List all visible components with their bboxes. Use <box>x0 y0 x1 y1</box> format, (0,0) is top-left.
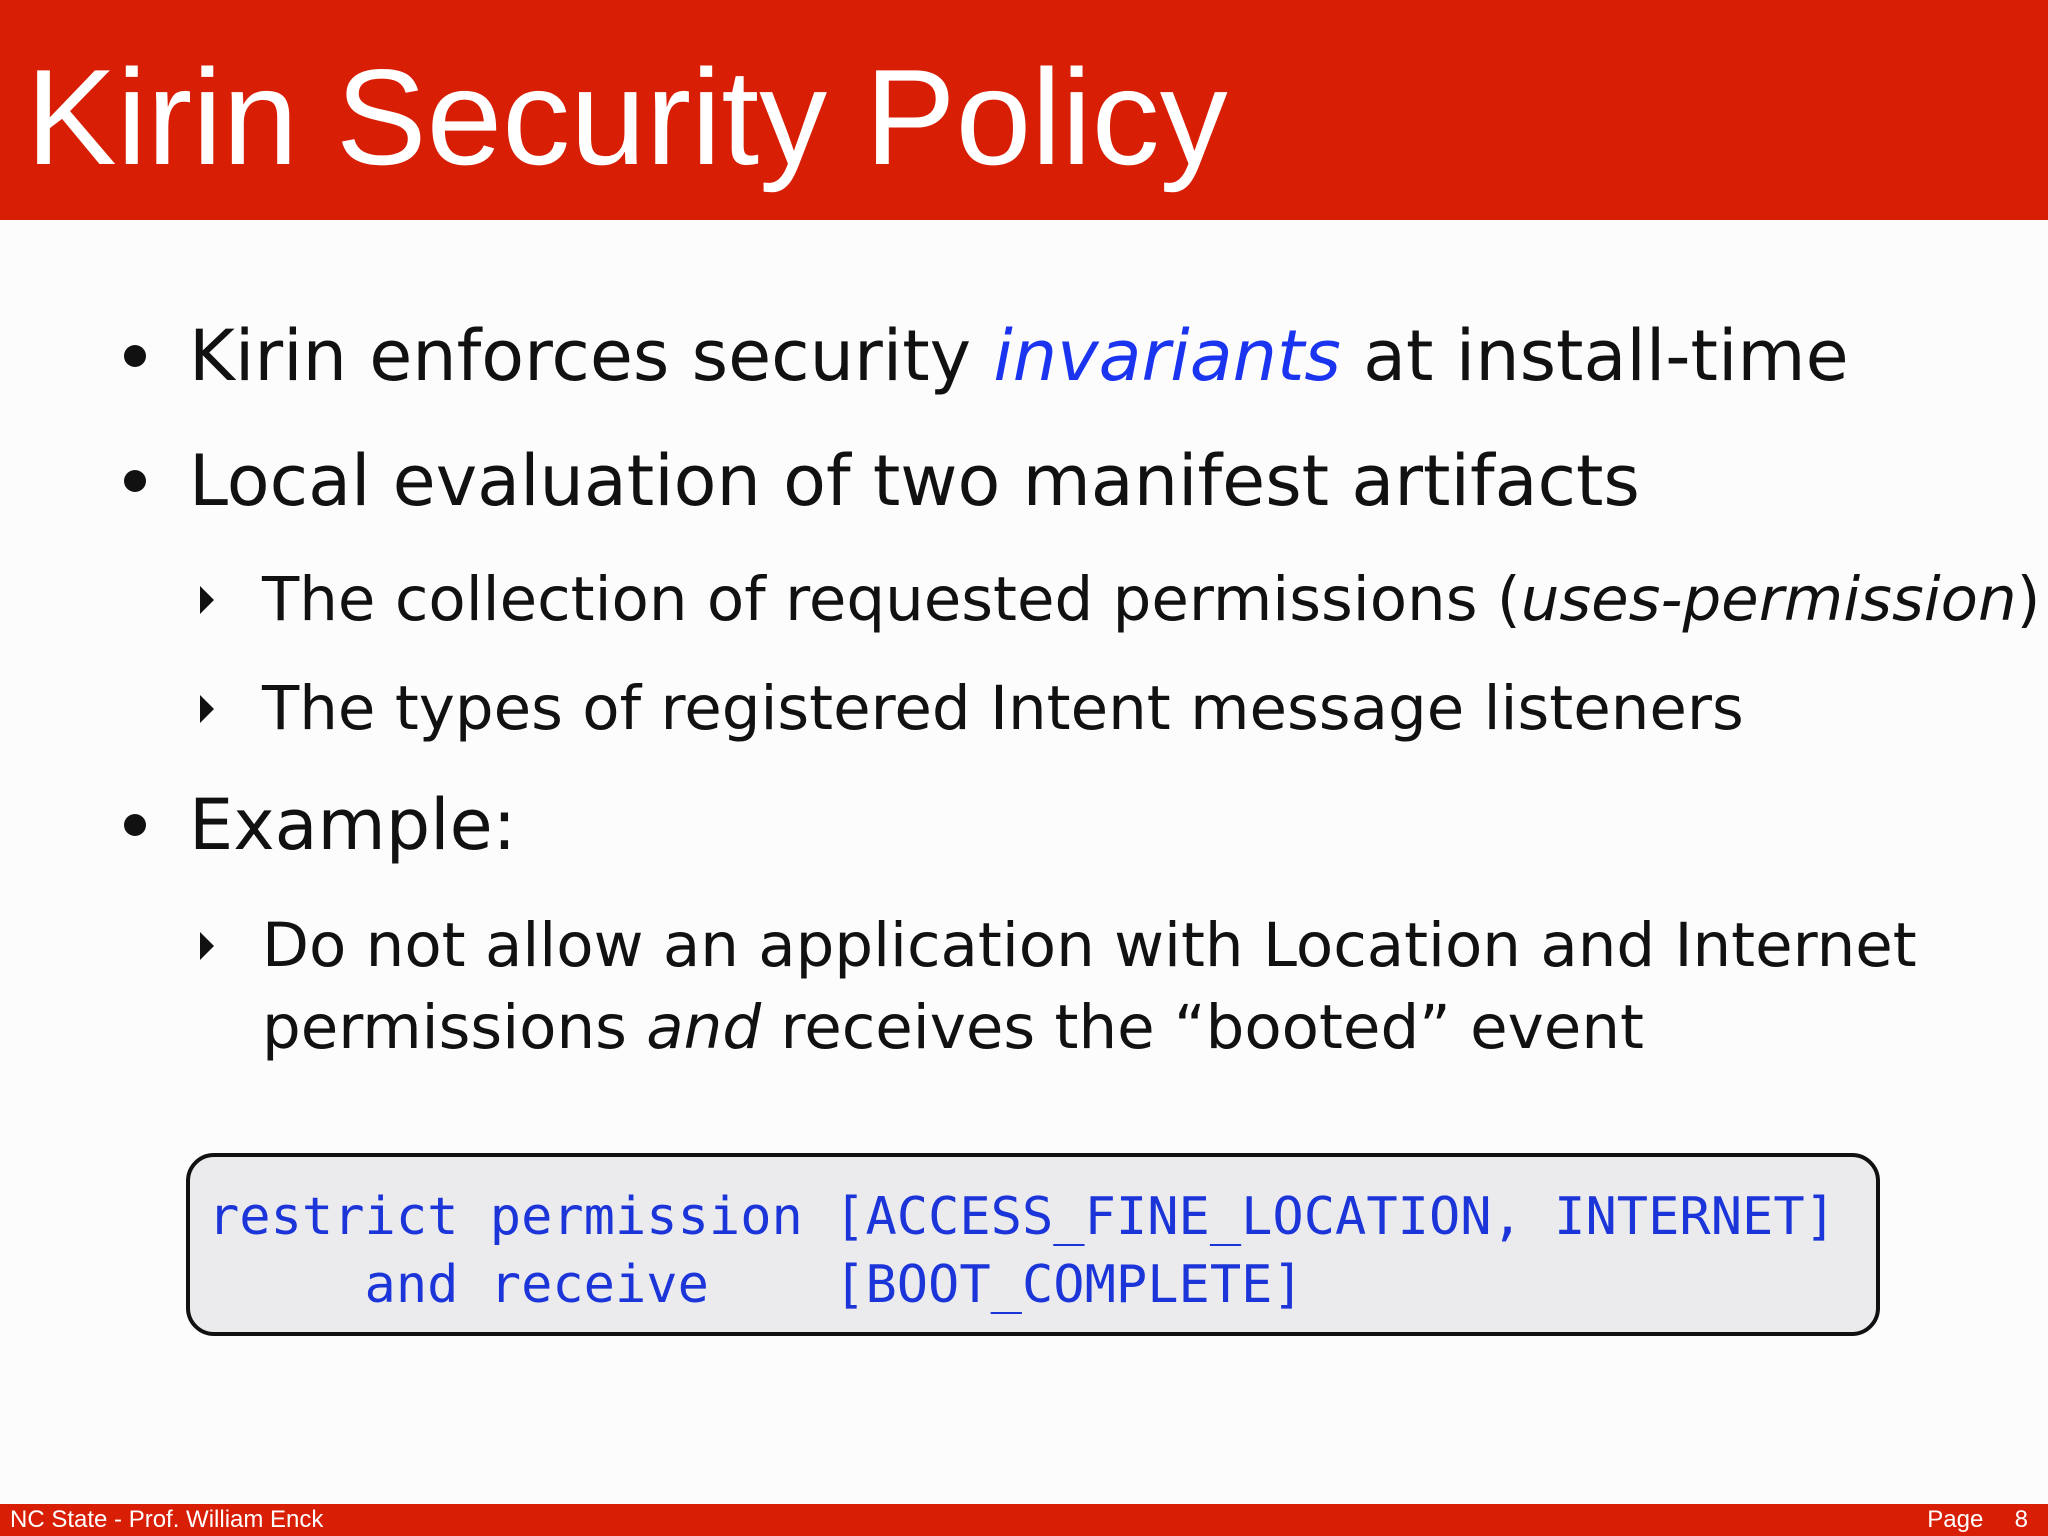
footer-bar <box>0 1504 2048 1536</box>
code-line-1: restrict permission [ACCESS_FINE_LOCATION, INTERNET] <box>208 1187 1836 1247</box>
line2-after: receives the “booted” event <box>761 992 1644 1063</box>
bullet-dot <box>124 345 146 367</box>
highlight-invariants: invariants <box>993 315 1341 397</box>
triangle-bullet-icon <box>200 695 214 723</box>
triangle-bullet-icon <box>200 586 214 614</box>
footer-author: NC State - Prof. William Enck <box>10 1506 324 1533</box>
page-number: 8 <box>2014 1506 2028 1533</box>
page-label: Page <box>1927 1506 1984 1533</box>
bullet-text: Local evaluation of two manifest artifacts <box>189 440 1640 522</box>
bullet-text: Example: <box>189 784 517 866</box>
policy-code-box <box>186 1153 1880 1336</box>
bullet-dot <box>124 470 146 492</box>
bullet-text-after: at install-time <box>1340 315 1849 397</box>
subbullet-text: The types of registered Intent message listeners <box>262 673 1744 744</box>
subbullet-line-1: Do not allow an application with Location and Internet <box>262 910 1917 981</box>
subbullet-text-before: The collection of requested permissions ( <box>262 564 1521 635</box>
triangle-bullet-icon <box>200 932 214 960</box>
title-bar <box>0 0 2048 220</box>
subbullet-line-2 <box>262 987 1644 1069</box>
bullet-dot <box>124 814 146 836</box>
uses-permission-term: uses-permission <box>1520 564 2017 635</box>
code-line-2: and receive [BOOT_COMPLETE] <box>208 1255 1304 1315</box>
footer-page <box>1927 1506 2028 1534</box>
subbullet-text <box>262 559 2040 641</box>
line2-italic-and: and <box>646 992 762 1063</box>
line2-before: permissions <box>262 992 647 1063</box>
subbullet-text-after: ) <box>2016 564 2041 635</box>
slide-title: Kirin Security Policy <box>26 41 1228 193</box>
bullet-text-before: Kirin enforces security <box>189 315 994 397</box>
bullet-text <box>189 316 1849 396</box>
